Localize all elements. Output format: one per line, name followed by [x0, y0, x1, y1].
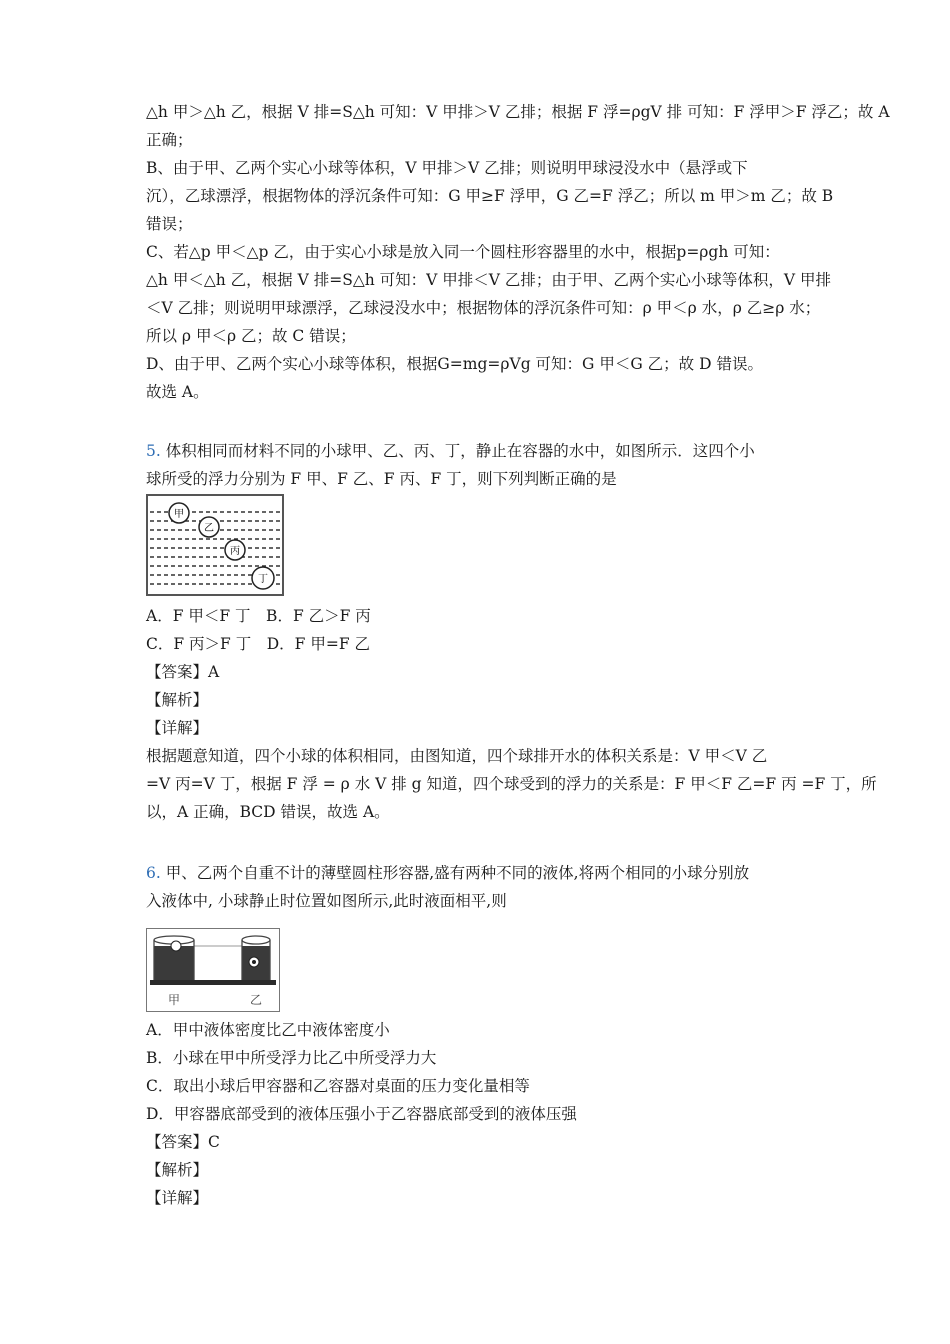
q5-analysis-label: 【解析】 — [146, 691, 209, 709]
solution-line: D、由于甲、乙两个实心小球等体积，根据G=mg=ρVg 可知：G 甲＜G 乙；故 D 错误。 — [146, 355, 763, 373]
q6-detail-label: 【详解】 — [146, 1189, 209, 1207]
container-jia — [154, 936, 194, 980]
solution-line: △h 甲＜△h 乙，根据 V 排=S△h 可知：V 甲排＜V 乙排；由于甲、乙两个实心小球等体积，V 甲排 — [146, 271, 832, 289]
q5-stem: 5. 体积相同而材料不同的小球甲、乙、丙、丁，静止在容器的水中，如图所示．这四个小 — [146, 442, 755, 460]
ball-bing — [225, 540, 245, 560]
q6-option-c: C．取出小球后甲容器和乙容器对桌面的压力变化量相等 — [146, 1077, 530, 1095]
q6-figure — [146, 928, 280, 1012]
q5-container-diagram — [146, 494, 284, 596]
solution-line: ＜V 乙排；则说明甲球漂浮，乙球浸没水中；根据物体的浮沉条件可知：ρ 甲＜ρ 水，ρ 乙≥ρ 水； — [146, 299, 821, 317]
q6-stem-cont: 入液体中, 小球静止时位置如图所示,此时液面相平,则 — [146, 892, 507, 910]
q6-option-a: A．甲中液体密度比乙中液体密度小 — [146, 1021, 390, 1039]
ball-yi — [199, 517, 219, 537]
q6-containers-diagram — [146, 928, 280, 1012]
table-surface — [150, 980, 276, 985]
q6-option-b: B．小球在甲中所受浮力比乙中所受浮力大 — [146, 1049, 437, 1067]
label-jia: 甲 — [167, 993, 181, 1007]
q5-figure — [146, 494, 284, 596]
ball-jia — [169, 503, 189, 523]
q5-answer: 【答案】A — [146, 663, 220, 681]
solution-line: 所以 ρ 甲＜ρ 乙；故 C 错误； — [146, 327, 356, 345]
solution-line: △h 甲＞△h 乙，根据 V 排=S△h 可知：V 甲排＞V 乙排；根据 F 浮=ρgV 排 可知：F 浮甲＞F 浮乙；故 A — [146, 103, 890, 121]
svg-text:丁: 丁 — [258, 574, 268, 585]
q5-explanation-line: 根据题意知道，四个小球的体积相同，由图知道，四个球排开水的体积关系是：V 甲＜V 乙 — [146, 747, 768, 765]
q5-options-ab: A．F 甲＜F 丁 B．F 乙＞F 丙 — [146, 607, 371, 625]
q5-detail-label: 【详解】 — [146, 719, 209, 737]
q6-answer: 【答案】C — [146, 1133, 220, 1151]
q6-stem: 6. 甲、乙两个自重不计的薄壁圆柱形容器,盛有两种不同的液体,将两个相同的小球分别放 — [146, 864, 750, 882]
label-yi: 乙 — [249, 993, 263, 1007]
q5-number: 5. — [146, 442, 161, 460]
q5-options-cd: C．F 丙＞F 丁 D．F 甲=F 乙 — [146, 635, 371, 653]
solution-line: C、若△p 甲＜△p 乙，由于实心小球是放入同一个圆柱形容器里的水中，根据p=ρgh 可知： — [146, 243, 780, 261]
q6-number: 6. — [146, 864, 161, 882]
q5-explanation-line: 以，A 正确，BCD 错误，故选 A。 — [146, 803, 390, 821]
solution-line: 沉），乙球漂浮，根据物体的浮沉条件可知：G 甲≥F 浮甲，G 乙=F 浮乙；所以 m 甲＞m 乙；故 B — [146, 187, 834, 205]
q6-option-d: D．甲容器底部受到的液体压强小于乙容器底部受到的液体压强 — [146, 1105, 577, 1123]
solution-line: 故选 A。 — [146, 383, 209, 401]
svg-text:丙: 丙 — [230, 546, 240, 557]
q5-stem-cont: 球所受的浮力分别为 F 甲、F 乙、F 丙、F 丁，则下列判断正确的是 — [146, 470, 617, 488]
solution-line: 错误； — [146, 215, 193, 233]
svg-text:乙: 乙 — [204, 523, 214, 534]
q5-explanation-line: =V 丙=V 丁，根据 F 浮 = ρ 水 V 排 g 知道，四个球受到的浮力的关系是：F 甲＜F 乙=F 丙 =F 丁，所 — [146, 775, 877, 793]
svg-text:甲: 甲 — [174, 509, 184, 520]
q6-analysis-label: 【解析】 — [146, 1161, 209, 1179]
ball-ding — [252, 567, 274, 589]
solution-line: B、由于甲、乙两个实心小球等体积，V 甲排＞V 乙排；则说明甲球浸没水中（悬浮或下 — [146, 159, 748, 177]
solution-line: 正确； — [146, 131, 193, 149]
